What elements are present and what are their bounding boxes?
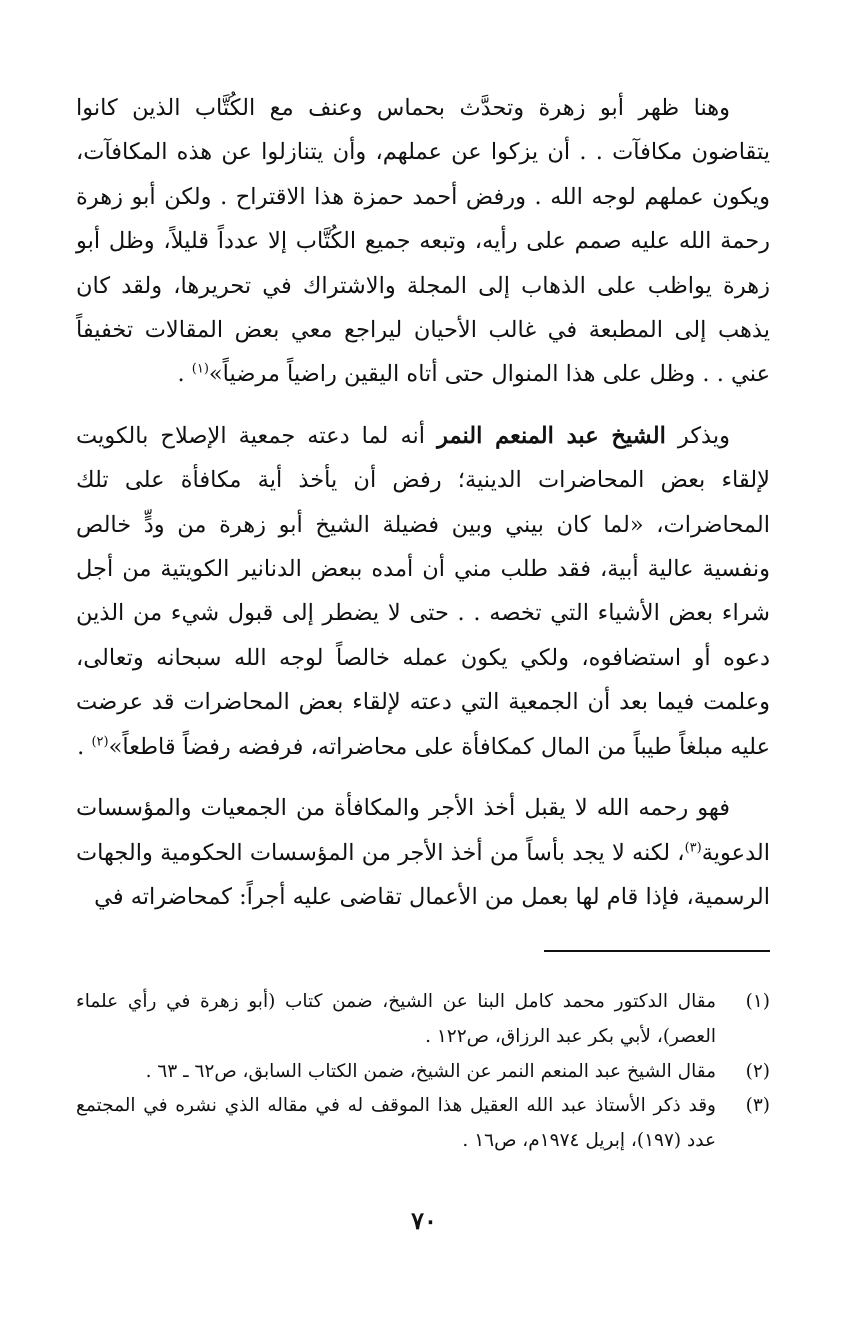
person-name-bold: الشيخ عبد المنعم النمر bbox=[437, 422, 666, 449]
paragraph-2 bbox=[76, 414, 770, 769]
footnote-separator bbox=[544, 950, 770, 952]
paragraph-2-end: . bbox=[77, 733, 92, 760]
footnote-1 bbox=[76, 985, 770, 1055]
footnote-ref-2: (٢) bbox=[91, 734, 109, 750]
footnote-2 bbox=[76, 1055, 770, 1090]
footnote-ref-1: (١) bbox=[191, 361, 209, 377]
footnotes bbox=[76, 985, 770, 1159]
footnote-number: (٣) bbox=[745, 1095, 770, 1117]
footnote-text: مقال الشيخ عبد المنعم النمر عن الشيخ، ضمن الكتاب السابق، ص٦٢ ـ ٦٣ . bbox=[145, 1060, 716, 1082]
paragraph-1 bbox=[76, 86, 770, 397]
paragraph-1-text: وهنا ظهر أبو زهرة وتحدَّث بحماس وعنف مع الكُتَّاب الذين كانوا يتقاضون مكافآت . . أن يزكوا عن عملهم، وأن يتنازلوا عن هذه المكافآت، ويكون عملهم لوجه الله . ورفض أحمد حمزة هذا الاقتراح . ولكن أبو زهرة رحمة الله عليه صمم على رأيه، وتبعه جميع الكُتَّاب إلا عدداً قليلاً، وظل أبو زهرة يواظب على الذهاب إلى المجلة والاشتراك في تحريرها، ولقد كان يذهب إلى المطبعة في غالب الأحيان ليراجع معي بعض المقالات تخفيفاً عني . . وظل على هذا المنوال حتى أتاه اليقين راضياً مرضياً» bbox=[76, 95, 770, 388]
footnote-number: (٢) bbox=[745, 1060, 770, 1082]
paragraph-2-lead: ويذكر bbox=[665, 422, 730, 449]
page-number: ٧٠ bbox=[411, 1206, 437, 1235]
footnote-text: وقد ذكر الأستاذ عبد الله العقيل هذا الموقف له في مقاله الذي نشره في المجتمع عدد (١٩٧)، إبريل ١٩٧٤م، ص١٦ . bbox=[76, 1095, 716, 1152]
footnote-text: مقال الدكتور محمد كامل البنا عن الشيخ، ضمن كتاب (أبو زهرة في رأي علماء العصر)، لأبي بكر عبد الرزاق، ص١٢٢ . bbox=[76, 991, 716, 1047]
paragraph-2-text: أنه لما دعته جمعية الإصلاح بالكويت لإلقاء بعض المحاضرات الدينية؛ رفض أن يأخذ أية مكافأة على تلك المحاضرات، «لما كان بيني وبين فضيلة الشيخ أبو زهرة من ودٍّ خالص ونفسية عالية أبية، فقد طلب مني أن أمده ببعض الدنانير الكويتية من أجل شراء بعض الأشياء التي تخصه . . حتى لا يضطر إلى قبول شيء من الذين دعوه أو استضافوه، ولكي يكون عمله خالصاً لوجه الله سبحانه وتعالى، وعلمت فيما بعد أن الجمعية التي دعته لإلقاء بعض المحاضرات قد عرضت عليه مبلغاً طيباً من المال كمكافأة على محاضراته، فرفضه رفضاً قاطعاً» bbox=[76, 422, 770, 760]
paragraph-1-end: . bbox=[177, 361, 192, 388]
paragraph-3-text-b: ، لكنه لا يجد بأساً من أخذ الأجر من المؤسسات الحكومية والجهات الرسمية، فإذا قام لها بعمل من الأعمال تقاضى عليه أجراً: كمحاضراته في bbox=[76, 839, 770, 910]
footnote-ref-3: (٣) bbox=[684, 840, 702, 855]
paragraph-3 bbox=[76, 786, 770, 919]
footnote-number: (١) bbox=[745, 991, 770, 1012]
paragraph-3-text-a: فهو رحمه الله لا يقبل أخذ الأجر والمكافأة من الجمعيات والمؤسسات الدعوية bbox=[76, 795, 770, 866]
footnote-3 bbox=[76, 1089, 770, 1159]
main-text bbox=[76, 86, 770, 919]
